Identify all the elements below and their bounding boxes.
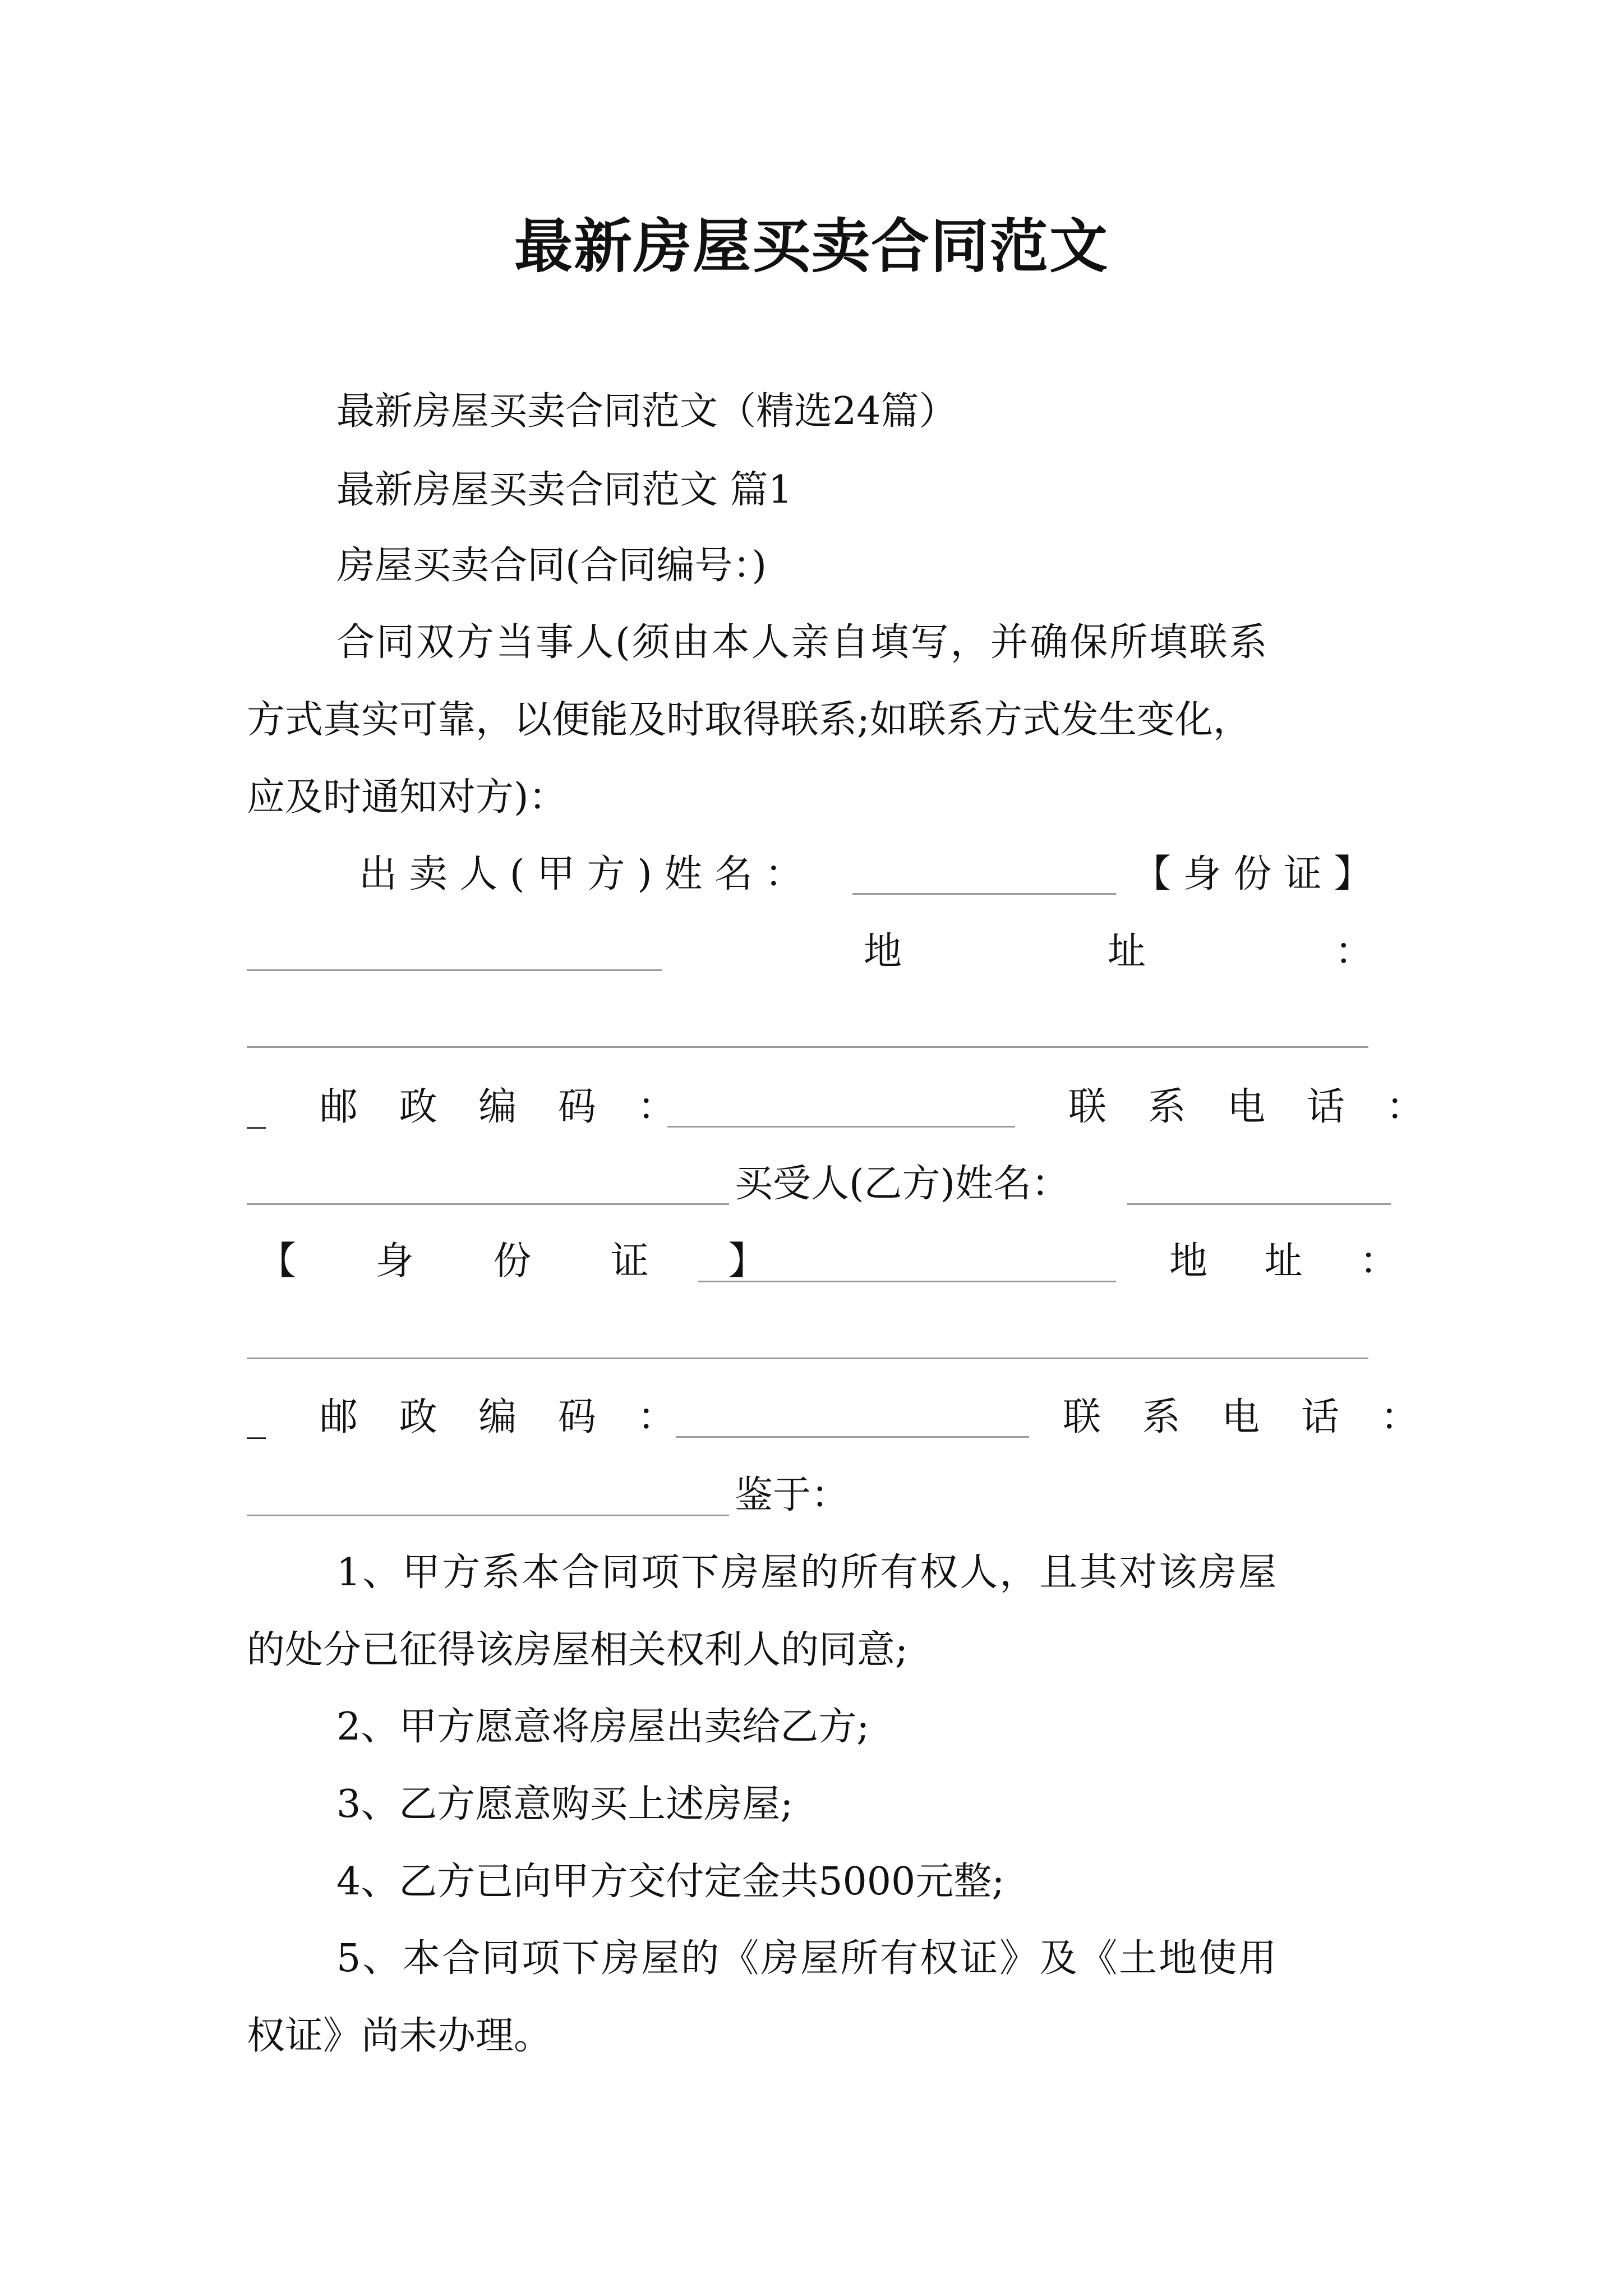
seller-name-blank[interactable] xyxy=(852,893,1116,895)
intro-line-1: 最新房屋买卖合同范文（精选24篇） xyxy=(336,389,957,434)
buyer-postcode-label: 邮 政 编 码 ： xyxy=(320,1395,690,1439)
buyer-postcode-blank[interactable] xyxy=(676,1436,1029,1438)
contract-name: 房屋买卖合同(合同编号：) xyxy=(336,544,767,588)
seller-address-label-b: 址 xyxy=(1108,930,1146,974)
whereas-item-2: 2、甲方愿意将房屋出卖给乙方; xyxy=(336,1705,870,1749)
seller-postcode-label: 邮 政 编 码 ： xyxy=(320,1085,690,1129)
buyer-id-blank[interactable] xyxy=(698,1281,1116,1282)
whereas-heading: 鉴于： xyxy=(735,1473,850,1517)
parties-paragraph-line-1: 合同双方当事人(须由本人亲自填写，并确保所填联系 xyxy=(336,620,1269,665)
seller-postcode-blank[interactable] xyxy=(667,1126,1015,1128)
whereas-item-1-line-1: 1、甲方系本合同项下房屋的所有权人，且其对该房屋 xyxy=(336,1550,1279,1595)
buyer-dash: _ xyxy=(247,1395,266,1439)
buyer-name-label: 买受人(乙方)姓名： xyxy=(735,1162,1070,1206)
seller-address-colon: ： xyxy=(1335,930,1373,974)
seller-address-blank[interactable] xyxy=(247,1046,1368,1048)
buyer-phone-label: 联 系 电 话 ： xyxy=(1063,1395,1433,1439)
buyer-address-label: 地 址 ： xyxy=(1169,1239,1421,1283)
seller-phone-blank[interactable] xyxy=(247,1203,729,1205)
whereas-item-4: 4、乙方已向甲方交付定金共5000元整; xyxy=(336,1860,1005,1904)
seller-address-label-a: 地 xyxy=(864,930,902,974)
whereas-item-5-line-1: 5、本合同项下房屋的《房屋所有权证》及《土地使用 xyxy=(336,1936,1279,1981)
whereas-item-1-line-2: 的处分已征得该房屋相关权利人的同意; xyxy=(247,1628,908,1672)
seller-id-label: 【 身 份 证 】 xyxy=(1133,852,1372,896)
buyer-address-blank[interactable] xyxy=(247,1358,1368,1359)
document-title: 最新房屋买卖合同范文 xyxy=(514,211,1109,280)
parties-paragraph-line-2: 方式真实可靠，以便能及时取得联系;如联系方式发生变化， xyxy=(247,698,1251,742)
seller-id-blank[interactable] xyxy=(247,969,662,971)
intro-line-2: 最新房屋买卖合同范文 篇1 xyxy=(336,468,792,512)
buyer-phone-blank[interactable] xyxy=(247,1515,729,1516)
parties-paragraph-line-3: 应及时通知对方)： xyxy=(247,775,567,820)
buyer-name-blank[interactable] xyxy=(1127,1203,1391,1205)
seller-dash: _ xyxy=(247,1085,266,1129)
buyer-id-label: 【 身 份 证 】 xyxy=(258,1239,800,1283)
seller-name-label: 出 卖 人 ( 甲 方 ) 姓 名 ： xyxy=(359,852,803,896)
whereas-item-3: 3、乙方愿意购买上述房屋; xyxy=(336,1782,794,1826)
whereas-item-5-line-2: 权证》尚未办理。 xyxy=(247,2014,552,2058)
seller-phone-label: 联 系 电 话 ： xyxy=(1068,1085,1439,1129)
